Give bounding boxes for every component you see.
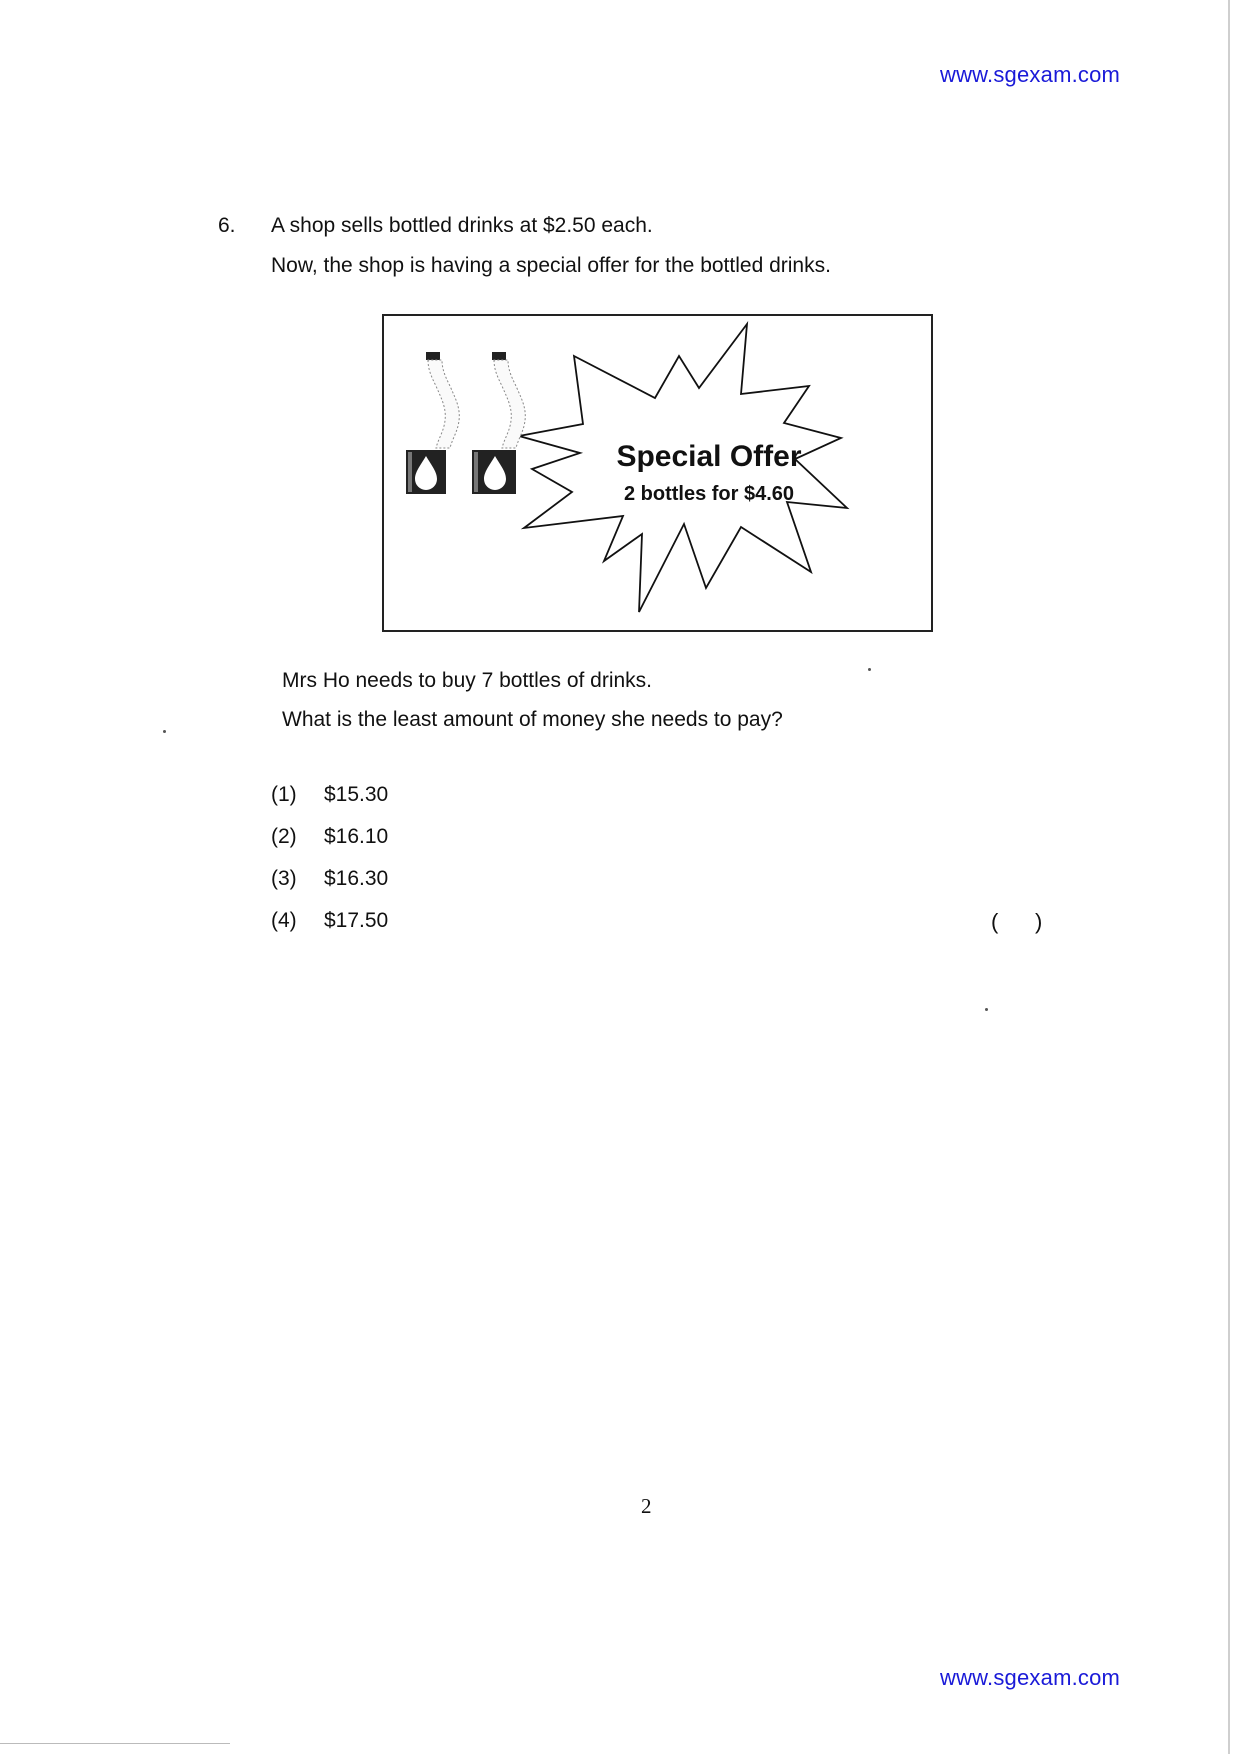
scan-edge-right bbox=[1228, 0, 1230, 1754]
special-offer-illustration bbox=[382, 314, 933, 632]
scan-speck bbox=[985, 1008, 988, 1011]
answer-option-4[interactable] bbox=[271, 909, 388, 933]
offer-artwork bbox=[384, 316, 935, 634]
answer-option-1[interactable] bbox=[271, 783, 388, 807]
option-value: $15.30 bbox=[324, 783, 389, 806]
answer-option-3[interactable] bbox=[271, 867, 388, 891]
answer-option-2[interactable] bbox=[271, 825, 388, 849]
scan-edge-bottom bbox=[0, 1743, 230, 1744]
footer-url: www.sgexam.com bbox=[940, 1665, 1121, 1690]
option-value: $16.30 bbox=[324, 867, 389, 890]
answer-bracket[interactable]: ( ) bbox=[991, 909, 1043, 934]
offer-title: Special Offer bbox=[616, 440, 802, 473]
option-value: $17.50 bbox=[324, 909, 389, 932]
question-number: 6. bbox=[218, 214, 236, 237]
bottle-icon bbox=[406, 352, 459, 494]
scan-speck bbox=[868, 668, 871, 671]
question-text-line-2: Now, the shop is having a special offer for the bottled drinks. bbox=[271, 254, 831, 277]
option-number: (4) bbox=[271, 909, 297, 932]
page-number: 2 bbox=[641, 1494, 652, 1518]
question-text-line-1: A shop sells bottled drinks at $2.50 each. bbox=[271, 214, 653, 237]
offer-subtitle: 2 bottles for $4.60 bbox=[623, 483, 795, 505]
option-number: (3) bbox=[271, 867, 297, 890]
option-number: (2) bbox=[271, 825, 297, 848]
bottle-icon bbox=[472, 352, 525, 494]
question-body-line-2: What is the least amount of money she needs to pay? bbox=[282, 708, 783, 731]
question-body-line-1: Mrs Ho needs to buy 7 bottles of drinks. bbox=[282, 669, 653, 692]
scan-speck bbox=[163, 730, 166, 733]
option-value: $16.10 bbox=[324, 825, 389, 848]
option-number: (1) bbox=[271, 783, 297, 806]
header-url: www.sgexam.com bbox=[940, 62, 1121, 87]
